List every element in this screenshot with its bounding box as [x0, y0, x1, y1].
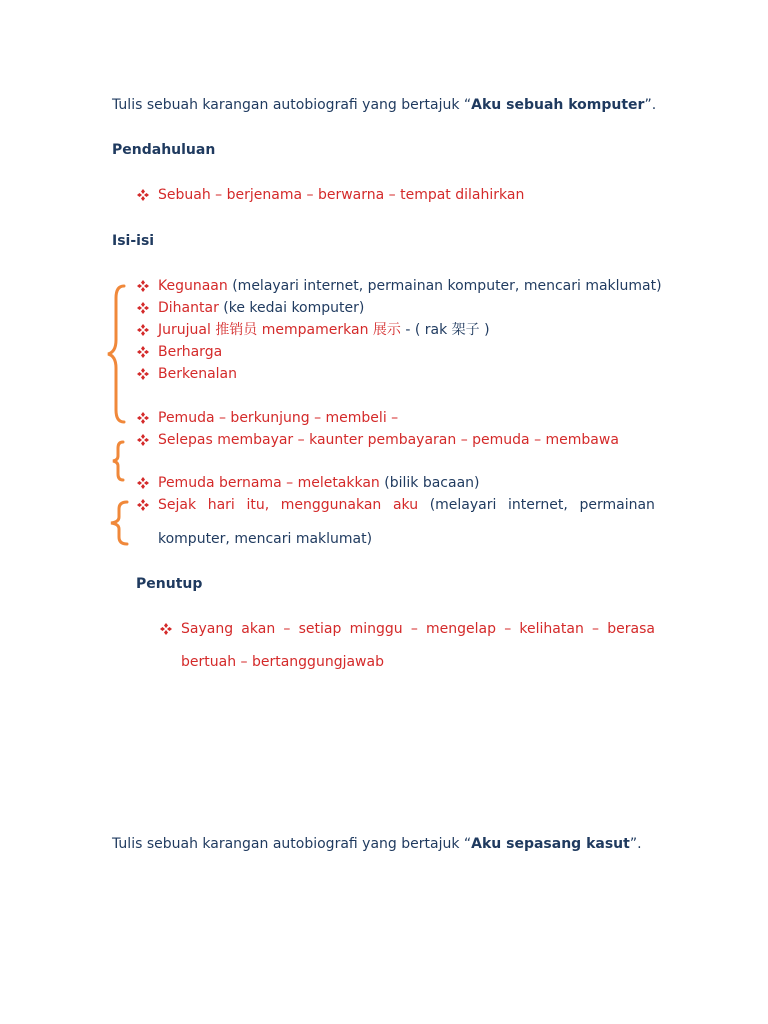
curly-brace-icon [106, 284, 128, 424]
diamond-bullet-icon [136, 498, 150, 512]
isi-item-5: Berkenalan [158, 366, 237, 382]
diamond-bullet-icon [136, 323, 150, 337]
diamond-bullet-icon [136, 476, 150, 490]
diamond-bullet-icon [136, 367, 150, 381]
prompt-1-title: Aku sebuah komputer [471, 97, 645, 113]
prompt-1-suffix: ”. [644, 97, 657, 113]
isi-item-7: Selepas membayar – kaunter pembayaran – pemuda – membawa [158, 432, 619, 448]
isi-item-3: Jurujual 推销员 mempamerkan 展示 - ( rak 架子 ) [158, 322, 490, 338]
curly-brace-icon [108, 500, 130, 546]
isi-item-1: Kegunaan (melayari internet, permainan komputer, mencari maklumat) [158, 278, 662, 294]
penutup-item: Sayang akan – setiap minggu – mengelap – kelihatan – berasa [181, 621, 655, 637]
diamond-bullet-icon [136, 188, 150, 202]
heading-isi: Isi-isi [112, 233, 155, 249]
diamond-bullet-icon [136, 345, 150, 359]
isi-item-6: Pemuda – berkunjung – membeli – [158, 410, 399, 426]
diamond-bullet-icon [136, 279, 150, 293]
prompt-2 [112, 834, 642, 854]
diamond-bullet-icon [136, 411, 150, 425]
prompt-2-suffix: ”. [629, 836, 642, 852]
prompt-2-title: Aku sepasang kasut [471, 836, 630, 852]
isi-item-9: Sejak hari itu, menggunakan aku (melayari internet, permainan [158, 497, 655, 513]
diamond-bullet-icon [136, 433, 150, 447]
diamond-bullet-icon [159, 622, 173, 636]
isi-item-9-continued: komputer, mencari maklumat) [158, 531, 373, 547]
penutup-item-continued: bertuah – bertanggungjawab [181, 654, 384, 670]
isi-item-8: Pemuda bernama – meletakkan (bilik bacaan) [158, 475, 480, 491]
isi-item-2: Dihantar (ke kedai komputer) [158, 300, 365, 316]
pendahuluan-item: Sebuah – berjenama – berwarna – tempat dilahirkan [158, 187, 525, 203]
diamond-bullet-icon [136, 301, 150, 315]
heading-penutup: Penutup [136, 576, 203, 592]
heading-pendahuluan: Pendahuluan [112, 142, 216, 158]
prompt-2-prefix: Tulis sebuah karangan autobiografi yang bertajuk “ [112, 836, 472, 852]
prompt-1-prefix: Tulis sebuah karangan autobiografi yang bertajuk “ [112, 97, 472, 113]
curly-brace-icon [110, 440, 126, 482]
isi-item-4: Berharga [158, 344, 223, 360]
prompt-1 [112, 95, 656, 115]
